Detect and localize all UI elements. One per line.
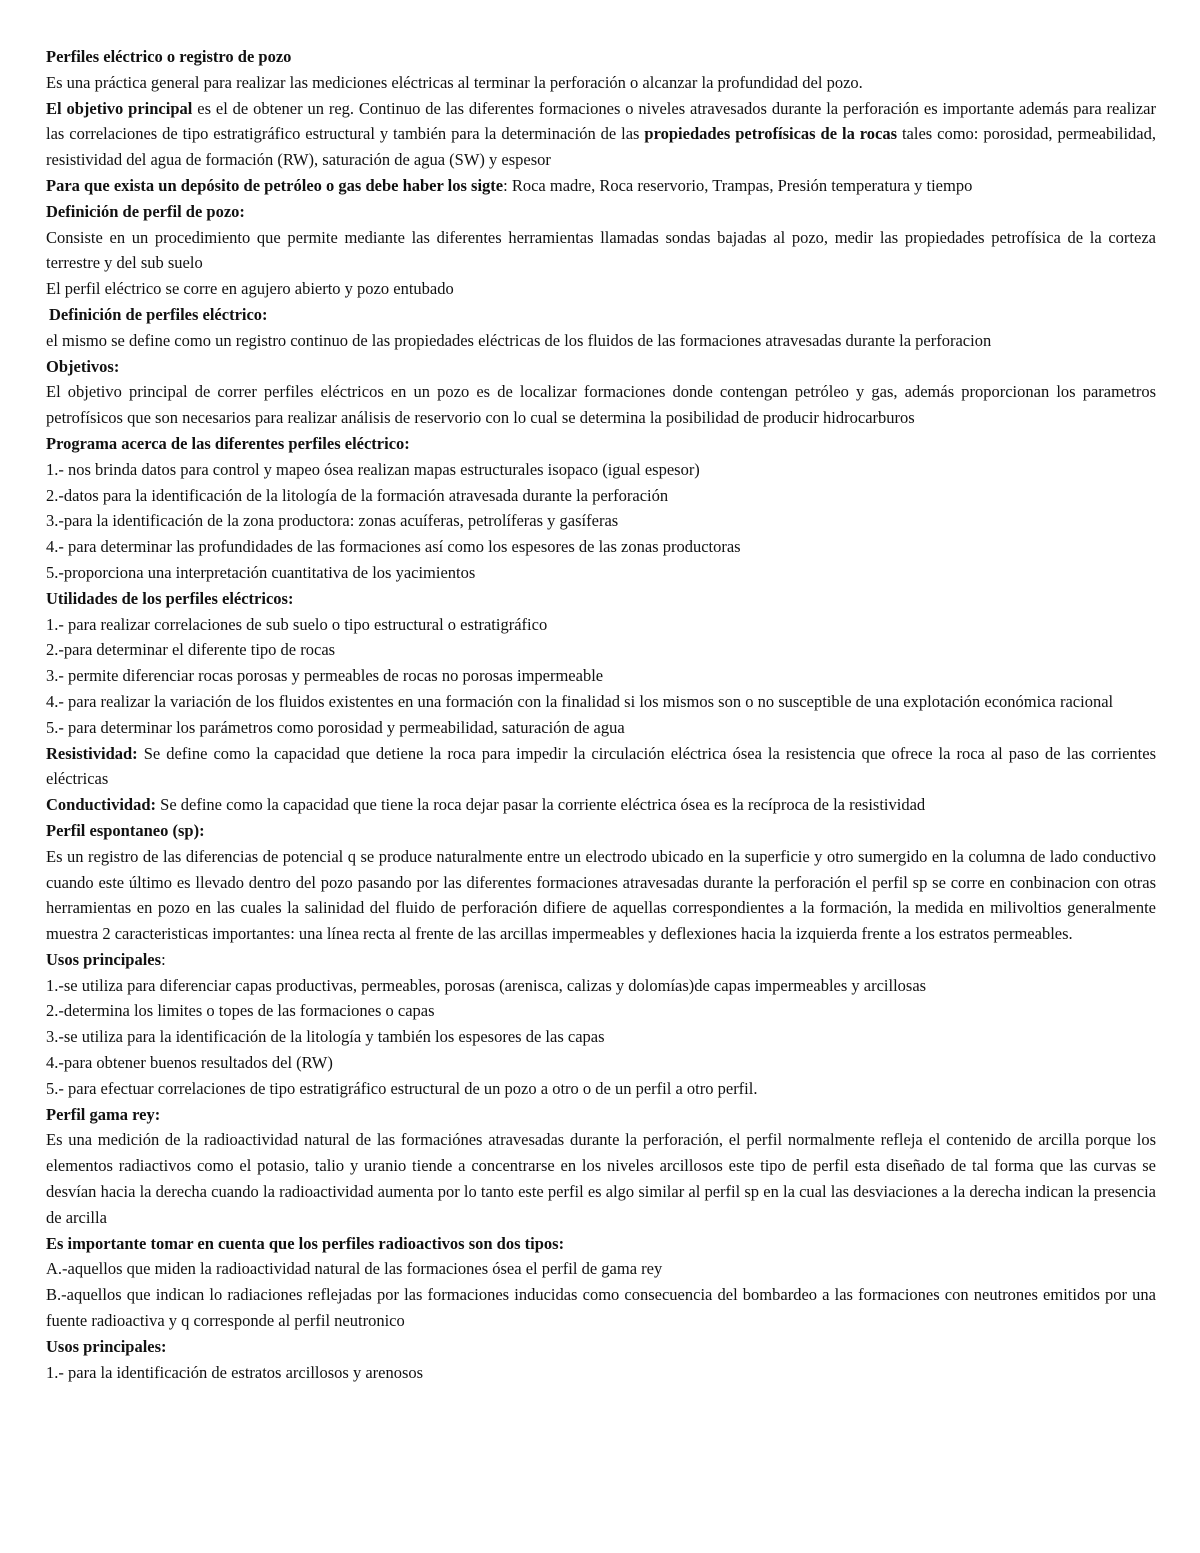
paragraph [46, 947, 1156, 973]
paragraph [46, 225, 1156, 277]
text: 1.- para la identificación de estratos arcillosos y arenosos [46, 1362, 424, 1382]
paragraph [46, 560, 1156, 586]
text: Consiste en un procedimiento que permite mediante las diferentes herramientas llamadas sondas bajadas al pozo, medir las propiedades petrofísica de la corteza terrestre y del sub suelo [46, 227, 1156, 273]
paragraph [46, 689, 1156, 715]
bold-text: Usos principales: [46, 1336, 167, 1356]
bold-text: Perfiles eléctrico o registro de pozo [46, 47, 292, 66]
paragraph [46, 844, 1156, 947]
bold-text: Es importante tomar en cuenta que los perfiles radioactivos son dos tipos: [46, 1233, 565, 1253]
paragraph [46, 1024, 1156, 1050]
paragraph [46, 1256, 1156, 1282]
paragraph [46, 431, 1156, 457]
text: 1.- nos brinda datos para control y mapeo ósea realizan mapas estructurales isopaco (igual espesor) [46, 459, 700, 479]
paragraph [46, 483, 1156, 509]
paragraph [46, 1050, 1156, 1076]
paragraph [46, 1076, 1156, 1102]
text: A.-aquellos que miden la radioactividad natural de las formaciones ósea el perfil de gama rey [46, 1259, 663, 1279]
text: 1.- para realizar correlaciones de sub suelo o tipo estructural o estratigráfico [46, 614, 548, 634]
text: es el de obtener un reg. Continuo de las diferentes formaciones o niveles atravesados durante la perforación es importante además para realizar las correlaciones de tipo estratigráfico estructural y también para la determinación de las [46, 98, 1156, 144]
text: 3.- permite diferenciar rocas porosas y permeables de rocas no porosas impermeable [46, 666, 604, 686]
bold-text: Definición de perfil de pozo: [46, 201, 245, 221]
paragraph [46, 328, 1156, 354]
paragraph [46, 1231, 1156, 1257]
paragraph [46, 354, 1156, 380]
text: el mismo se define como un registro continuo de las propiedades eléctricas de los fluidos de las formaciones atravesadas durante la perforacion [46, 330, 992, 350]
text: 2.-determina los limites o topes de las formaciones o capas [46, 1001, 435, 1021]
paragraph [46, 792, 1156, 818]
bold-text: Para que exista un depósito de petróleo o gas debe haber los sigte [46, 175, 504, 195]
paragraph [46, 1334, 1156, 1360]
text: B.-aquellos que indican lo radiaciones reflejadas por las formaciones inducidas como consecuencia del bombardeo a las formaciones con neutrones emitidos por una fuente radioactiva y q corresponde al perfil neutronico [46, 1285, 1156, 1331]
bold-text: Perfil gama rey: [46, 1104, 161, 1124]
text: 5.- para determinar los parámetros como porosidad y permeabilidad, saturación de agua [46, 717, 625, 737]
paragraph [46, 44, 1156, 70]
paragraph [46, 302, 1156, 328]
bold-text: Utilidades de los perfiles eléctricos: [46, 588, 294, 608]
text: El perfil eléctrico se corre en agujero abierto y pozo entubado [46, 279, 454, 299]
text: El objetivo principal de correr perfiles eléctricos en un pozo es de localizar formaciones donde contengan petróleo y gas, además proporcionan los parametros petrofísicos que son necesarios para realizar análisis de reservorio con lo cual se determina la posibilidad de producir hidrocarburos [46, 382, 1156, 428]
paragraph [46, 379, 1156, 431]
paragraph [46, 715, 1156, 741]
paragraph [46, 998, 1156, 1024]
bold-text: Resistividad: [46, 743, 138, 763]
text: 4.- para realizar la variación de los fluidos existentes en una formación con la finalidad si los mismos son o no susceptible de una explotación económica racional [46, 691, 1114, 711]
paragraph [46, 586, 1156, 612]
bold-text: El objetivo principal [46, 98, 193, 118]
paragraph [46, 1282, 1156, 1334]
text: Es una práctica general para realizar las mediciones eléctricas al terminar la perforación o alcanzar la profundidad del pozo. [46, 72, 863, 92]
bold-text: Conductividad: [46, 795, 157, 815]
paragraph [46, 741, 1156, 793]
bold-text: Programa acerca de las diferentes perfiles eléctrico: [46, 433, 410, 453]
text: Es un registro de las diferencias de potencial q se produce naturalmente entre un electrodo ubicado en la superficie y otro sumergido en la columna de lado conductivo cuando este último es llevado dentro del pozo pasando por las diferentes formaciones atravesadas durante la perforación el perfil sp se corre en conbinacion con otras herramientas en pozo en las cuales la salinidad del fluido de perforación difiere de aquellas correspondientes a la formación, la medida en milivoltios generalmente muestra 2 caracteristicas importantes: una línea recta al frente de las arcillas impermeables y deflexiones hacia la izquierda frente a los estratos permeables. [46, 846, 1156, 944]
paragraph [46, 612, 1156, 638]
paragraph [46, 818, 1156, 844]
document-page [46, 44, 1156, 1385]
paragraph [46, 199, 1156, 225]
text: 2.-datos para la identificación de la litología de la formación atravesada durante la perforación [46, 485, 669, 505]
paragraph [46, 70, 1156, 96]
text: Se define como la capacidad que tiene la roca dejar pasar la corriente eléctrica ósea es la recíproca de la resistividad [156, 795, 926, 815]
text: 3.-para la identificación de la zona productora: zonas acuíferas, petrolíferas y gasíferas [46, 511, 619, 531]
paragraph [46, 276, 1156, 302]
text: 3.-se utiliza para la identificación de la litología y también los espesores de las capas [46, 1027, 605, 1047]
text: 4.-para obtener buenos resultados del (RW) [46, 1053, 333, 1073]
paragraph [46, 637, 1156, 663]
paragraph [46, 534, 1156, 560]
paragraph [46, 508, 1156, 534]
text: : Roca madre, Roca reservorio, Trampas, Presión temperatura y tiempo [503, 175, 973, 195]
text: : [161, 949, 166, 969]
text: Es una medición de la radioactividad natural de las formaciónes atravesadas durante la perforación, el perfil normalmente refleja el contenido de arcilla porque los elementos radiactivos como el potasio, talio y uranio tiende a concentrarse en los niveles arcillosos este tipo de perfil esta diseñado de tal forma que las curvas se desvían hacia la derecha cuando la radioactividad aumenta por lo tanto este perfil es algo similar al perfil sp en la cual las desviaciones a la derecha indican la presencia de arcilla [46, 1130, 1156, 1227]
paragraph [46, 96, 1156, 173]
bold-text: Perfil espontaneo (sp): [46, 820, 205, 840]
bold-text: Definición de perfiles eléctrico: [49, 304, 268, 324]
paragraph [46, 1102, 1156, 1128]
paragraph [46, 457, 1156, 483]
paragraph [46, 663, 1156, 689]
bold-text: Usos principales [46, 949, 162, 969]
text: 1.-se utiliza para diferenciar capas productivas, permeables, porosas (arenisca, calizas y dolomías)de capas impermeables y arcillosas [46, 975, 927, 995]
text: 4.- para determinar las profundidades de las formaciones así como los espesores de las zonas productoras [46, 537, 741, 557]
text: 5.-proporciona una interpretación cuantitativa de los yacimientos [46, 562, 476, 582]
paragraph [46, 973, 1156, 999]
text: 5.- para efectuar correlaciones de tipo estratigráfico estructural de un pozo a otro o de un perfil a otro perfil. [46, 1078, 758, 1098]
text: 2.-para determinar el diferente tipo de rocas [46, 640, 336, 660]
text: Se define como la capacidad que detiene la roca para impedir la circulación eléctrica ósea la resistencia que ofrece la roca al paso de las corrientes eléctricas [46, 743, 1156, 789]
bold-text: Objetivos: [46, 356, 120, 376]
paragraph [46, 1360, 1156, 1386]
paragraph [46, 1127, 1156, 1230]
bold-text: propiedades petrofísicas de la rocas [644, 124, 898, 144]
paragraph [46, 173, 1156, 199]
text: tales como: porosidad, permeabilidad, resistividad del agua de formación (RW), saturación de agua (SW) y espesor [46, 124, 1156, 170]
